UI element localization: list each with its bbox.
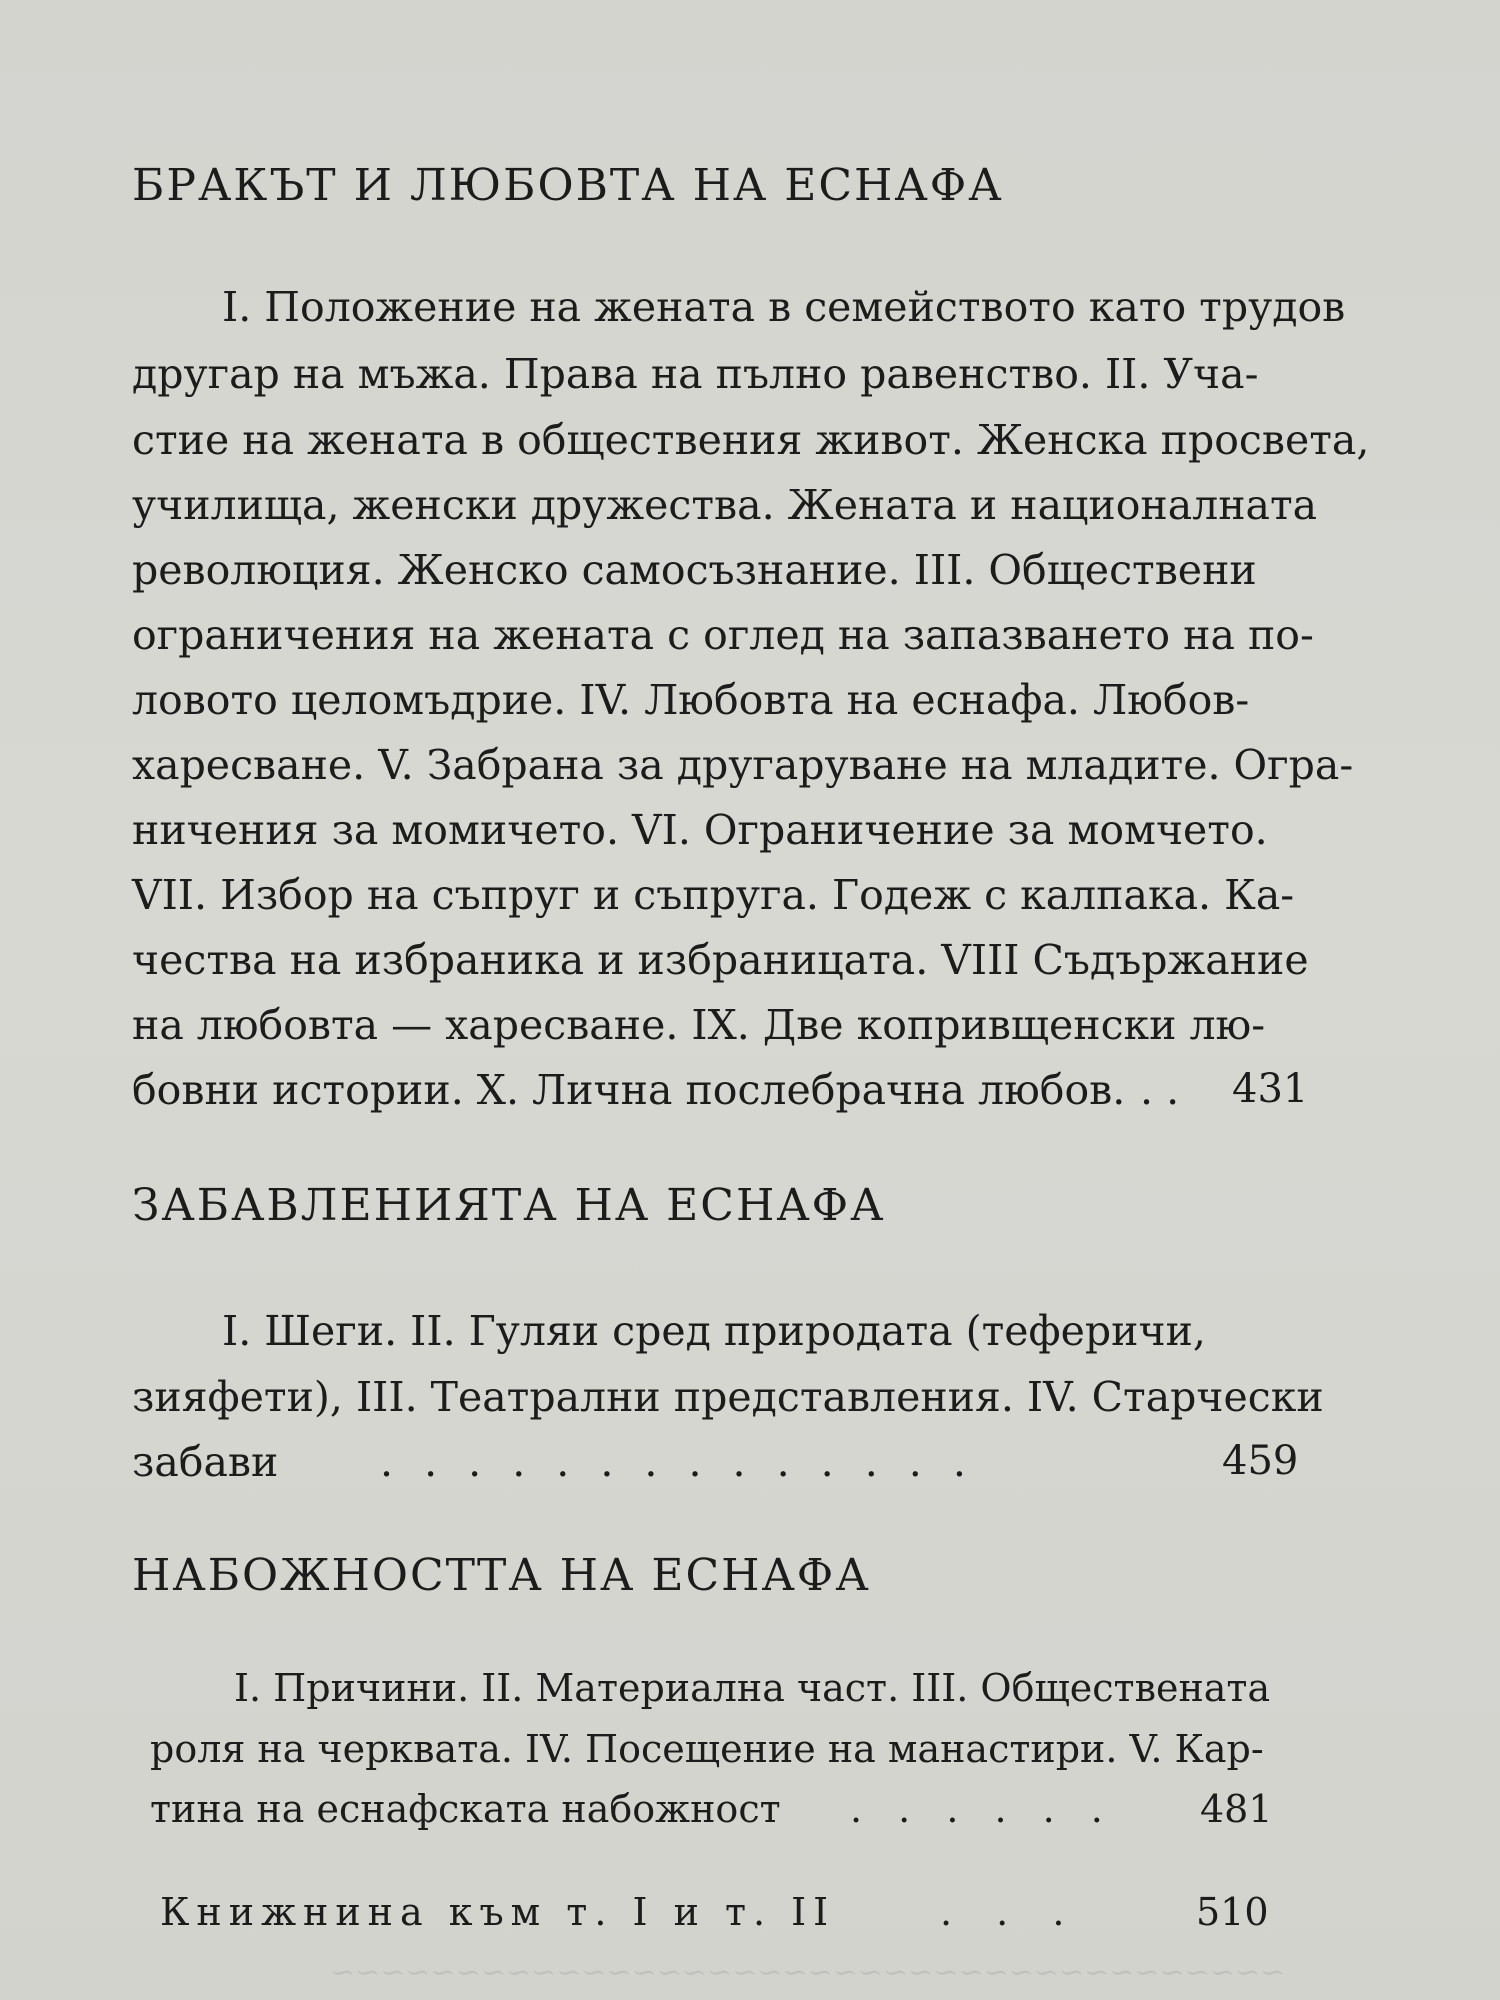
text-line xyxy=(132,546,1322,594)
page-number: 459 xyxy=(1222,1438,1299,1484)
text-line xyxy=(132,1307,1322,1355)
text-line xyxy=(132,481,1322,529)
page-number: 481 xyxy=(1200,1787,1273,1831)
section-heading: БРАКЪТ И ЛЮБОВТА НА ЕСНАФА xyxy=(132,160,1004,211)
text-line-content: бовни истории. X. Лична послебрачна любов. xyxy=(132,1066,1126,1114)
text-line-content: стие на жената в обществения живот. Женска просвета, xyxy=(132,416,1370,464)
dot-leaders: . . . . . . xyxy=(850,1787,1115,1831)
text-line-content: I. Причини. II. Материална част. III. Обществената xyxy=(234,1666,1271,1710)
text-line xyxy=(132,350,1322,398)
page-number: 510 xyxy=(1196,1890,1269,1934)
text-line xyxy=(150,1727,1280,1771)
page-number: 431 xyxy=(1232,1066,1309,1112)
text-line xyxy=(132,871,1322,919)
text-line xyxy=(150,1666,1280,1710)
dot-leaders: . . xyxy=(1140,1066,1180,1114)
text-line-content: на любовта — харесване. IX. Две копривщенски лю- xyxy=(132,1001,1266,1049)
text-line-content: тина на еснафската набожност xyxy=(150,1787,781,1831)
text-line-content: революция. Женско самосъзнание. III. Обществени xyxy=(132,546,1257,594)
text-line-content: забави xyxy=(132,1438,279,1486)
text-line xyxy=(132,741,1354,789)
bleed-through-text: ~~~~~~~~~~~~~~~~~~~~~~~~~~~~~~~~~~~~~~ xyxy=(330,1955,1286,1990)
text-line xyxy=(132,936,1322,984)
text-line-content: другар на мъжа. Права на пълно равенство. II. Уча- xyxy=(132,350,1259,398)
section-heading: НАБОЖНОСТТА НА ЕСНАФА xyxy=(132,1550,871,1601)
text-line-content: I. Положение на жената в семейството като трудов xyxy=(222,283,1346,331)
text-line-content: роля на черквата. IV. Посещение на манастири. V. Кар- xyxy=(150,1727,1264,1771)
text-line-content: чества на избраника и избраницата. VIII Съдържание xyxy=(132,936,1309,984)
dot-leaders: . . . xyxy=(940,1890,1081,1934)
text-line-content: зияфети), III. Театрални представления. IV. Старчески xyxy=(132,1373,1324,1421)
text-line xyxy=(132,283,1346,331)
bibliography-entry: Книжнина към т. I и т. II xyxy=(160,1890,836,1934)
text-line xyxy=(132,1373,1322,1421)
text-line xyxy=(132,806,1322,854)
text-line-content: ограничения на жената с оглед на запазването на по- xyxy=(132,611,1314,659)
text-line-content: I. Шеги. II. Гуляи сред природата (теферичи, xyxy=(222,1307,1206,1355)
text-line-content: VII. Избор на съпруг и съпруга. Годеж с калпака. Ка- xyxy=(132,871,1295,919)
section-heading: ЗАБАВЛЕНИЯТА НА ЕСНАФА xyxy=(132,1180,886,1231)
dot-leaders: . . . . . . . . . . . . . . xyxy=(380,1438,975,1486)
text-line xyxy=(132,416,1370,464)
text-line-content: харесване. V. Забрана за другаруване на младите. Огра- xyxy=(132,741,1354,789)
text-line-content: ничения за момичето. VI. Ограничение за момчето. xyxy=(132,806,1268,854)
text-line xyxy=(132,676,1322,724)
text-line xyxy=(132,1001,1322,1049)
text-line xyxy=(132,611,1322,659)
text-line-content: ловото целомъдрие. IV. Любовта на еснафа. Любов- xyxy=(132,676,1250,724)
text-line-content: училища, женски дружества. Жената и националната xyxy=(132,481,1318,529)
